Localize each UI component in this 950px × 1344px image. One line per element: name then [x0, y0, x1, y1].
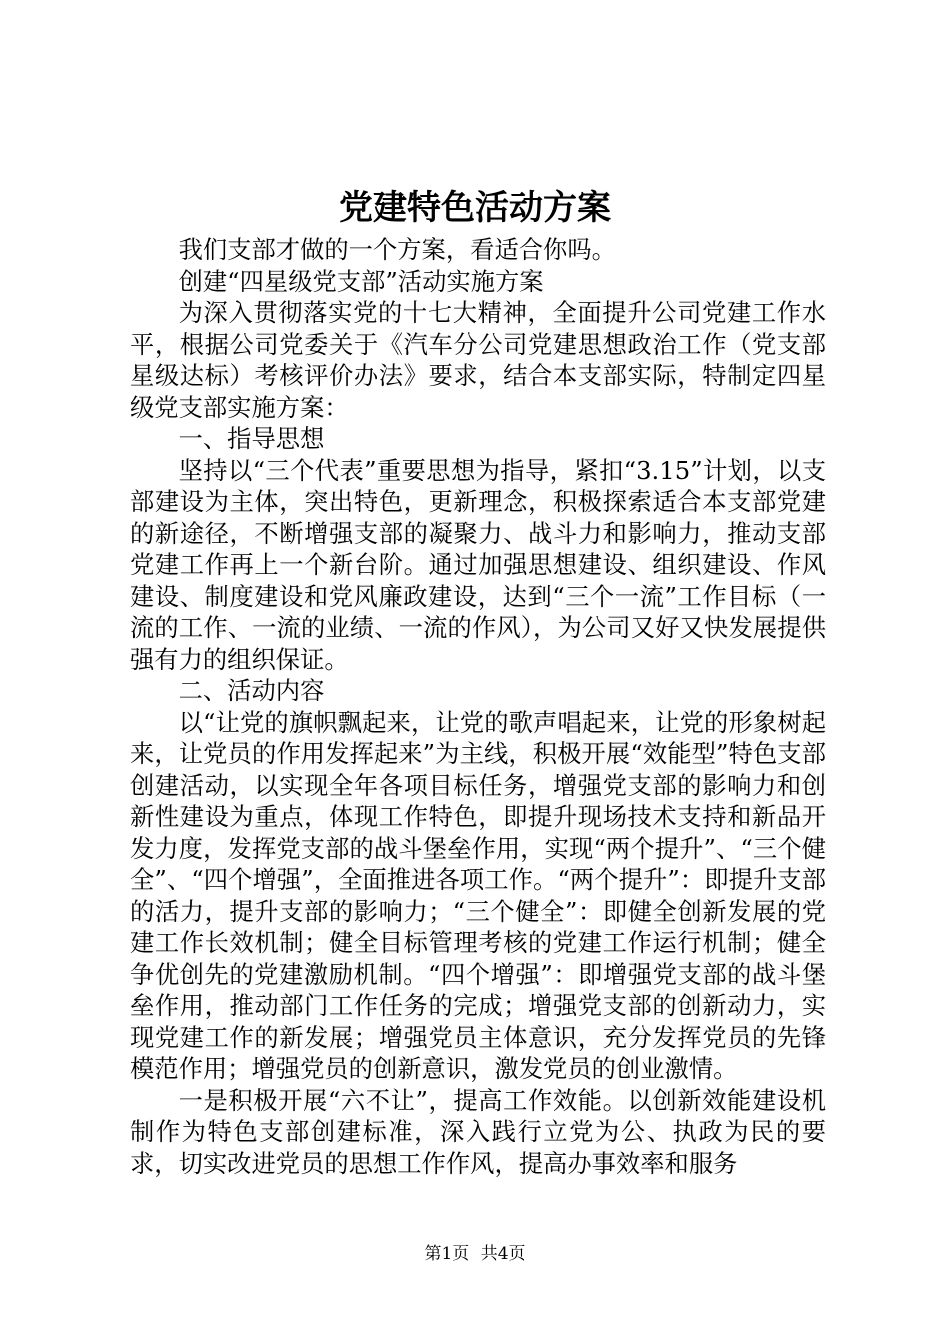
- document-title: 党建特色活动方案: [339, 188, 611, 228]
- paragraph-intro: 我们支部才做的一个方案，看适合你吗。: [178, 235, 616, 264]
- paragraph-preface: 为深入贯彻落实党的十七大精神，全面提升公司党建工作水平，根据公司党委关于《汽车分公司党建思想政治工作（党支部星级达标）考核评价办法》要求，结合本支部实际，特制定四星级党支部实施方案：: [130, 298, 826, 422]
- paragraph-guiding-ideology: 坚持以“三个代表”重要思想为指导，紧扣“3.15”计划，以支部建设为主体，突出特色，更新理念，积极探索适合本支部党建的新途径，不断增强支部的凝聚力、战斗力和影响力，推动支部党建工作再上一个新台阶。通过加强思想建设、组织建设、作风建设、制度建设和党风廉政建设，达到“三个一流”工作目标（一流的工作、一流的业绩、一流的作风），为公司又好又快发展提供强有力的组织保证。: [130, 455, 826, 674]
- paragraph-six-dont-let: 一是积极开展“六不让”，提高工作效能。以创新效能建设机制作为特色支部创建标准，深入践行立党为公、执政为民的要求，切实改进党员的思想工作作风，提高办事效率和服务: [130, 1085, 826, 1178]
- section-heading-activity-content: 二、活动内容: [178, 676, 325, 705]
- paragraph-plan-name: 创建“四星级党支部”活动实施方案: [178, 266, 544, 296]
- paragraph-activity-content: 以“让党的旗帜飘起来，让党的歌声唱起来，让党的形象树起来，让党员的作用发挥起来”为主线，积极开展“效能型”特色支部创建活动，以实现全年各项目标任务，增强党支部的影响力和创新性建设为重点，体现工作特色，即提升现场技术支持和新品开发力度，发挥党支部的战斗堡垒作用，实现“两个提升”、“三个健全”、“四个增强”，全面推进各项工作。“两个提升”：即提升支部的活力，提升支部的影响力；“三个健全”：即健全创新发展的党建工作长效机制；健全目标管理考核的党建工作运行机制；健全争优创先的党建激励机制。“四个增强”：即增强党支部的战斗堡垒作用，推动部门工作任务的完成；增强党支部的创新动力，实现党建工作的新发展；增强党员主体意识，充分发挥党员的先锋模范作用；增强党员的创新意识，激发党员的创业激情。: [130, 707, 826, 1083]
- section-heading-guiding-ideology: 一、指导思想: [178, 424, 325, 453]
- document-body: [130, 234, 826, 1179]
- page-footer: 第1页 共4页: [424, 1244, 526, 1264]
